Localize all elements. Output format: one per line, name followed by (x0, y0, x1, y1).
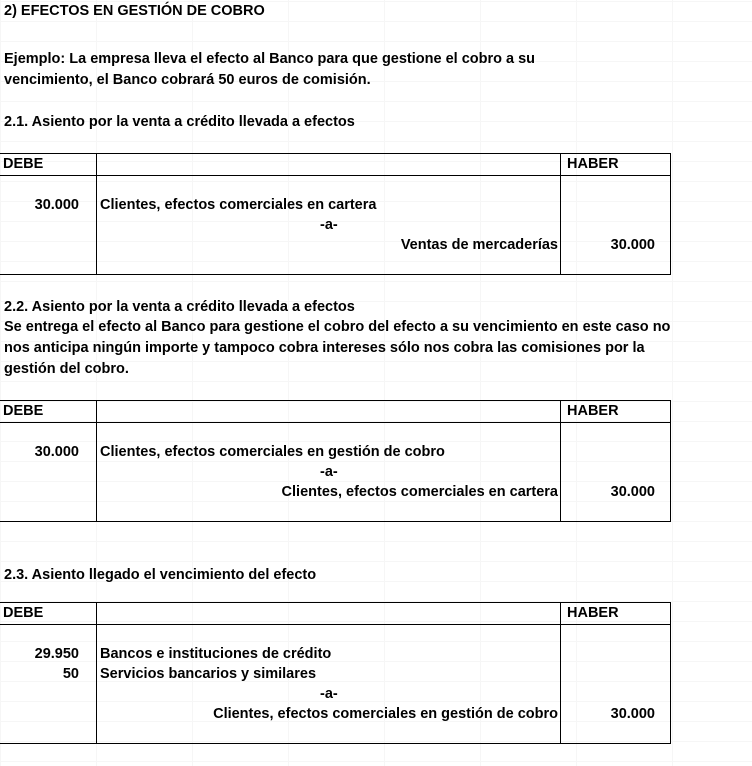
journal-entry-table (0, 153, 671, 275)
debit-amount: 29.950 (34, 646, 79, 662)
section-description-line-3: gestión del cobro. (4, 361, 129, 377)
column-divider (560, 401, 561, 521)
example-text-line-2: vencimiento, el Banco cobrará 50 euros de comisión. (4, 72, 371, 88)
debit-account: Bancos e instituciones de crédito (100, 646, 332, 662)
section-description-line-1: Se entrega el efecto al Banco para gestione el cobro del efecto a su vencimiento en este caso no (4, 319, 671, 335)
debe-header: DEBE (3, 156, 44, 172)
example-text-line-1: Ejemplo: La empresa lleva el efecto al Banco para que gestione el cobro a su (4, 51, 536, 67)
entry-separator: -a- (320, 464, 338, 480)
entry-separator: -a- (320, 217, 338, 233)
column-divider (96, 401, 97, 521)
page-title: 2) EFECTOS EN GESTIÓN DE COBRO (4, 3, 265, 19)
entry-separator: -a- (320, 686, 338, 702)
column-divider (560, 603, 561, 743)
debe-header: DEBE (3, 605, 44, 621)
credit-account: Clientes, efectos comerciales en gestión de cobro (213, 706, 558, 722)
credit-account: Ventas de mercaderías (400, 237, 558, 253)
column-divider (96, 154, 97, 274)
credit-amount: 30.000 (610, 706, 655, 722)
debit-account: Clientes, efectos comerciales en gestión de cobro (100, 444, 445, 460)
section-heading-2-2: 2.2. Asiento por la venta a crédito llevada a efectos (4, 299, 355, 315)
debit-amount: 30.000 (34, 197, 79, 213)
section-heading-2-1: 2.1. Asiento por la venta a crédito llevada a efectos (4, 114, 355, 130)
journal-entry-table (0, 400, 671, 522)
haber-header: HABER (567, 403, 619, 419)
haber-header: HABER (567, 605, 619, 621)
debit-account: Servicios bancarios y similares (100, 666, 317, 682)
column-divider (560, 154, 561, 274)
credit-account: Clientes, efectos comerciales en cartera (281, 484, 558, 500)
debe-header: DEBE (3, 403, 44, 419)
debit-amount: 30.000 (34, 444, 79, 460)
column-divider (96, 603, 97, 743)
credit-amount: 30.000 (610, 484, 655, 500)
section-description-line-2: nos anticipa ningún importe y tampoco cobra intereses sólo nos cobra las comisiones por la (4, 340, 645, 356)
debit-account: Clientes, efectos comerciales en cartera (100, 197, 377, 213)
section-heading-2-3: 2.3. Asiento llegado el vencimiento del efecto (4, 567, 317, 583)
haber-header: HABER (567, 156, 619, 172)
credit-amount: 30.000 (610, 237, 655, 253)
debit-amount: 50 (62, 666, 79, 682)
journal-entry-table (0, 602, 671, 744)
